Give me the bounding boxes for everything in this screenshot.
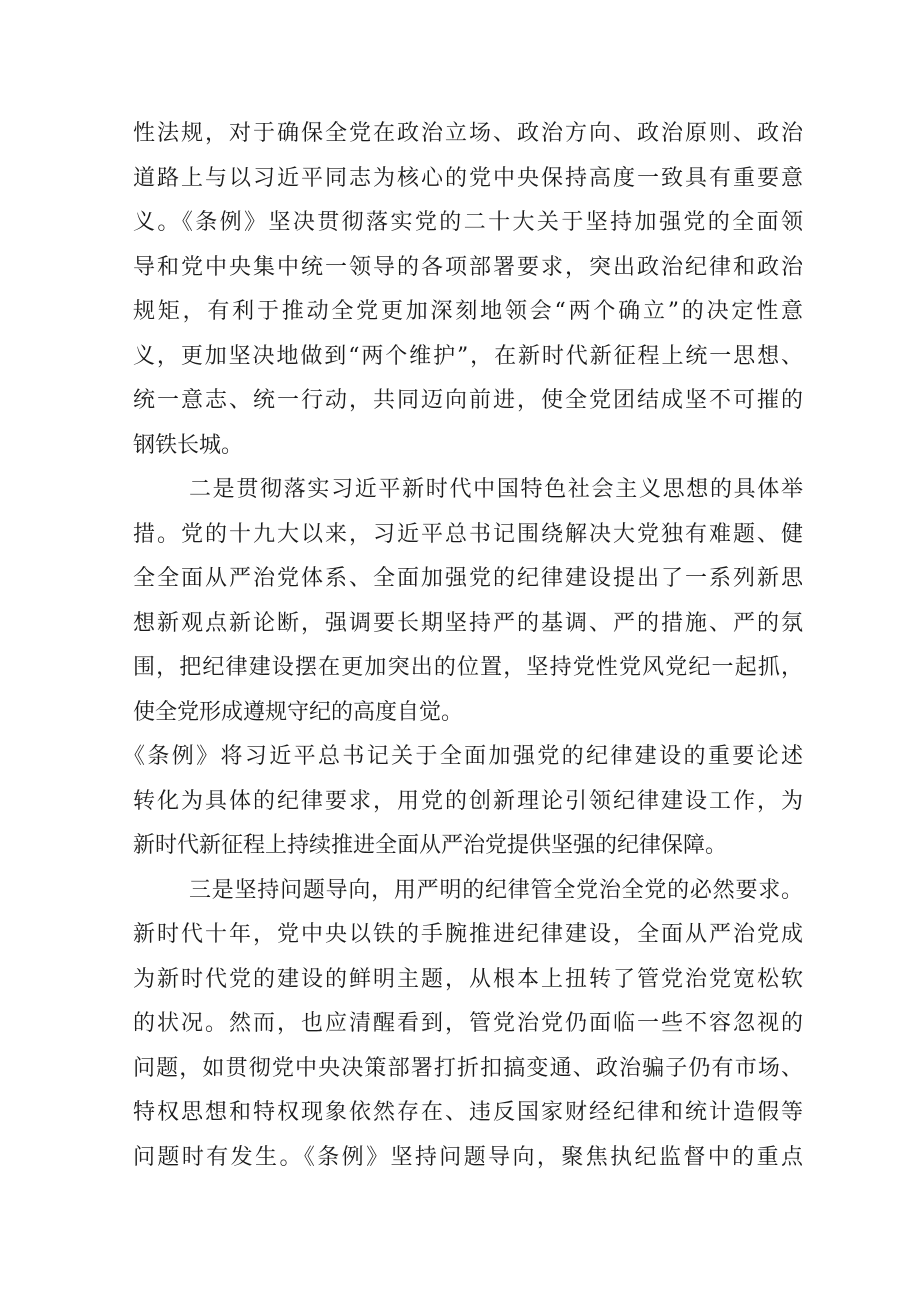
text-line: 义。《条例》坚决贯彻落实党的二十大关于坚持加强党的全面领 [133, 210, 803, 235]
text-line: 道路上与以习近平同志为核心的党中央保持高度一致具有重要意 [133, 165, 803, 191]
text-line: 义，更加坚决地做到“两个维护”，在新时代新征程上统一思想、 [133, 343, 803, 369]
text-line: 新时代新征程上持续推进全面从严治党提供坚强的纪律保障。 [133, 833, 728, 858]
body-text [123, 112, 803, 1180]
paragraph-4 [133, 869, 803, 1181]
text-line: 性法规，对于确保全党在政治立场、政治方向、政治原则、政治 [133, 121, 803, 146]
text-line: 三是坚持问题导向，用严明的纪律管全党治全党的必然要求。 [189, 877, 803, 903]
text-line: 的状况。然而，也应清醒看到，管党治党仍面临一些不容忽视的 [133, 1011, 803, 1036]
text-line: 特权思想和特权现象依然存在、违反国家财经纪律和统计造假等 [133, 1100, 803, 1125]
paragraph-3 [123, 735, 803, 869]
text-line: 全全面从严治党体系、全面加强党的纪律建设提出了一系列新思 [133, 566, 803, 591]
text-line: 为新时代党的建设的鲜明主题，从根本上扭转了管党治党宽松软 [133, 966, 803, 992]
text-line: 《条例》将习近平总书记关于全面加强党的纪律建设的重要论述 [123, 744, 803, 769]
text-line: 使全党形成遵规守纪的高度自觉。 [133, 699, 464, 725]
text-line: 想新观点新论断，强调要长期坚持严的基调、严的措施、严的氛 [133, 610, 803, 636]
text-line: 统一意志、统一行动，共同迈向前进，使全党团结成坚不可摧的 [133, 388, 803, 413]
text-line: 新时代十年，党中央以铁的手腕推进纪律建设，全面从严治党成 [133, 922, 803, 947]
text-line: 问题，如贯彻党中央决策部署打折扣搞变通、政治骗子仍有市场、 [133, 1055, 803, 1081]
text-line: 规矩，有利于推动全党更加深刻地领会“两个确立”的决定性意 [133, 299, 803, 324]
text-line: 围，把纪律建设摆在更加突出的位置，坚持党性党风党纪一起抓， [133, 655, 803, 680]
paragraph-1 [133, 112, 803, 468]
text-line: 导和党中央集中统一领导的各项部署要求，突出政治纪律和政治 [133, 254, 803, 280]
text-line: 钢铁长城。 [133, 432, 244, 458]
text-line: 转化为具体的纪律要求，用党的创新理论引领纪律建设工作，为 [133, 788, 803, 814]
text-line: 二是贯彻落实习近平新时代中国特色社会主义思想的具体举 [189, 477, 803, 502]
paragraph-2 [133, 468, 803, 735]
text-line: 措。党的十九大以来，习近平总书记围绕解决大党独有难题、健 [133, 521, 803, 547]
text-line: 问题时有发生。《条例》坚持问题导向，聚焦执纪监督中的重点 [133, 1144, 803, 1170]
